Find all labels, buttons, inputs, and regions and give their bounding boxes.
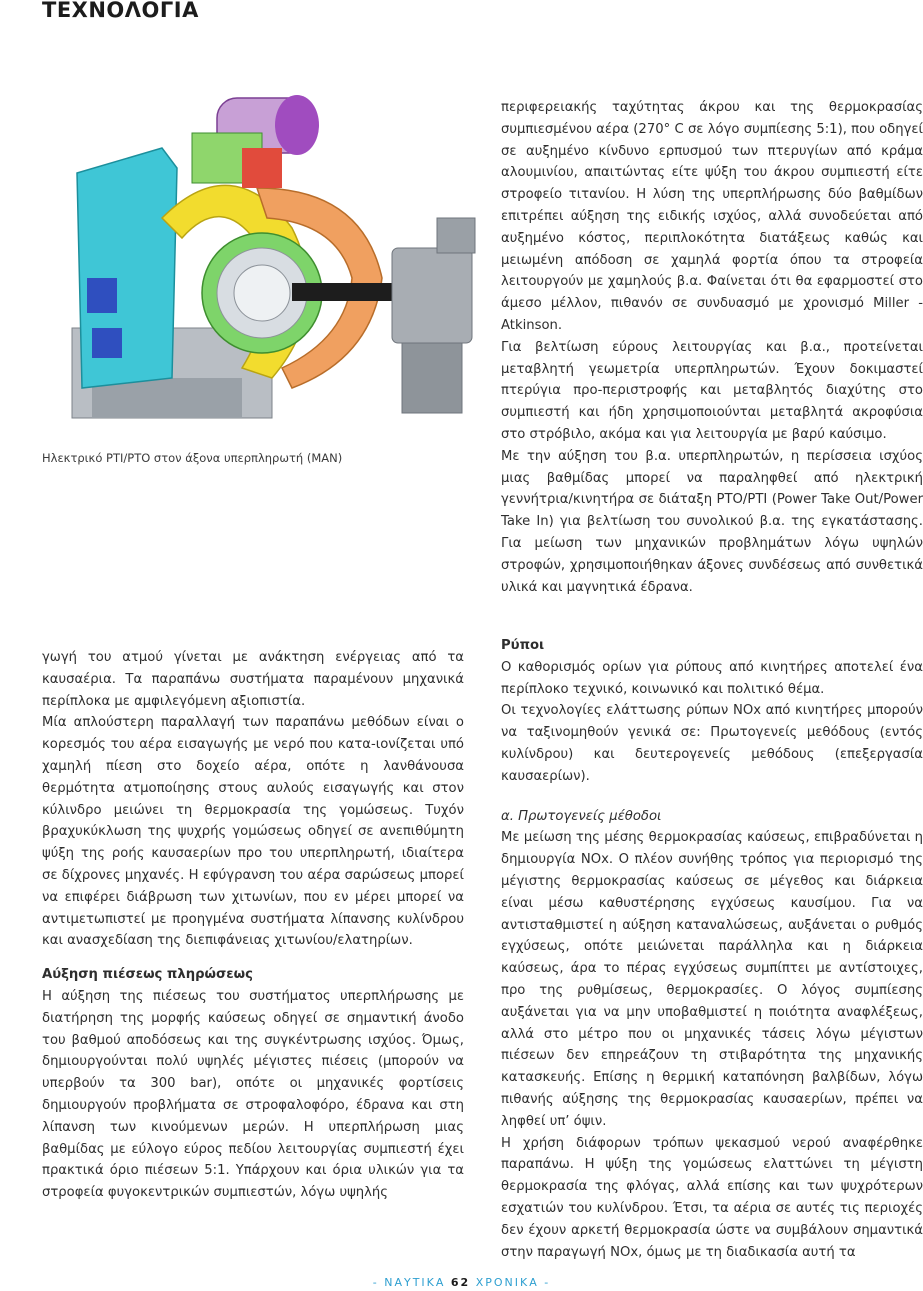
page-footer	[0, 1276, 923, 1289]
right-column-top	[501, 97, 923, 598]
paragraph: γωγή του ατμού γίνεται με ανάκτηση ενέργειας από τα καυσαέρια. Τα παραπάνω συστήματα παραμένουν μηχανικά περίπλοκα με αμφιλεγόμενη αξιοπιστία.	[42, 650, 464, 709]
subsection-heading: α. Πρωτογενείς μέθοδοι	[501, 808, 662, 824]
paragraph: περιφερειακής ταχύτητας άκρου και της θερμοκρασίας συμπιεσμένου αέρα (270° C σε λόγο συμπίεσης 5:1), που οδηγεί σε αυξημένο κίνδυνο ερπυσμού των πτερυγίων από κράμα αλουμινίου, απαιτώντας είτε ψύξη του άκρου συμπιεστή είτε στροφείο τιτανίου. Η λύση της υπερπλήρωσης δύο βαθμίδων επιτρέπει αύξηση της ειδικής ισχύος, αλλά συνοδεύεται από αυξημένο κόστος, περιπλοκότητα διατάξεως καθώς και μειωμένη απόδοση σε χαμηλά φορτία όπου τα στροφεία λειτουργούν με χαμηλούς β.α. Φαίνεται ότι θα εφαρμοστεί στο άμεσο μέλλον, πιθανόν σε συνδυασμό με χρονισμό Miller - Atkinson.	[501, 100, 923, 333]
footer-left: - ΝΑΥΤΙΚΑ	[372, 1276, 446, 1289]
paragraph: Ο καθορισμός ορίων για ρύπους από κινητήρες αποτελεί ένα περίπλοκο τεχνικό, κοινωνικό και πολιτικό θέμα.	[501, 659, 923, 697]
turbocharger-figure	[42, 78, 482, 433]
section-heading: Ρύποι	[501, 638, 545, 653]
electric-pti-pto-turbocharger-illustration	[42, 78, 482, 433]
paragraph: Οι τεχνολογίες ελάττωσης ρύπων NOx από κινητήρες μπορούν να ταξινομηθούν γενικά σε: Πρωτογενείς μεθόδους (εντός κυλίνδρου) και δευτερογενείς μεθόδους (επεξεργασία καυσαερίων).	[501, 703, 923, 784]
paragraph: Η χρήση διάφορων τρόπων ψεκασμού νερού αναφέρθηκε παραπάνω. Η ψύξη της γομώσεως ελαττώνει τη μέγιστη θερμοκρασία της φλόγας, αλλά επίσης και των ψυχρότερων εσχατιών του κυλίνδρου. Έτσι, τα αέρια σε αυτές τις περιοχές δεν έχουν αρκετή θερμοκρασία ώστε να συμβάλουν σημαντικά στην παραγωγή NOx, όμως με τη διαδικασία αυτή τα	[501, 1135, 923, 1260]
section-heading: Αύξηση πιέσεως πληρώσεως	[42, 967, 253, 983]
figure-caption: Ηλεκτρικό PTI/PTO στον άξονα υπερπληρωτή (MAN)	[42, 451, 343, 465]
paragraph: Μία απλούστερη παραλλαγή των παραπάνω μεθόδων είναι ο κορεσμός του αέρα εισαγωγής με νερό που κατα-ιονίζεται υπό χαμηλή πίεση στο δοχείο αέρα, οπότε η λανθάνουσα θερμότητα ατμοποίησης στους αυλούς εισαγωγής και στον κύλινδρο μειώνει τη θερμοκρασία της γομώσεως. Τυχόν βραχυκύκλωση της ψυχρής γομώσεως οδηγεί σε ανεπιθύμητη ψύξη της ροής καυσαερίων προ του υπερπληρωτή, ιδιαίτερα σε δίχρονες μηχανές. Η εφύγρανση του αέρα σαρώσεως μπορεί να επιφέρει διάβρωση των χιτωνίων, που εν μέρει μπορεί να αντιμετωπιστεί με προηγμένα συστήματα λίπανσης κυλίνδρου και ανασχεδίαση της διεπιφάνειας χιτωνίου/ελατηρίων.	[42, 715, 464, 949]
footer-right: ΧΡΟΝΙΚΑ -	[475, 1276, 551, 1289]
paragraph: Για βελτίωση εύρους λειτουργίας και β.α., προτείνεται μεταβλητή γεωμετρία υπερπληρωτών. Έχουν δοκιμαστεί πτερύγια προ-περιστροφής και μεταβλητός διαχύτης στο συμπιεστή και ήδη χρησιμοποιούνται μεταβλητά ακροφύσια στο στρόβιλο, ακόμα και για λειτουργία με βαρύ καύσιμο.	[501, 339, 923, 442]
left-column	[42, 647, 464, 1204]
right-column-bottom	[501, 623, 923, 1263]
page-number: 62	[450, 1276, 471, 1289]
paragraph: Με την αύξηση του β.α. υπερπληρωτών, η περίσσεια ισχύος μιας βαθμίδας μπορεί να παραληφθεί από ηλεκτρική γεννήτρια/κινητήρα σε διάταξη PTO/PTI (Power Take Out/Power Take In) για βελτίωση του συνολικού β.α. της εγκατάστασης. Για μείωση των μηχανικών προβλημάτων λόγω υψηλών στροφών, χρησιμοποιήθηκαν άξονες συνδέσεως από συνθετικά υλικά και μαγνητικά έδρανα.	[501, 448, 923, 595]
paragraph: Η αύξηση της πιέσεως του συστήματος υπερπλήρωσης με διατήρηση της μορφής καύσεως οδηγεί σε σημαντική άνοδο του βαθμού αποδόσεως και της συγκέντρωσης ισχύος. Όμως, δημιουργούνται πολύ υψηλές μέγιστες πιέσεις (μπορούν να υπερβούν τα 300 bar), οπότε οι μηχανικές φορτίσεις δημιουργούν προβλήματα σε στροφαλοφόρο, έδρανα και στη λίπανση των κινούμενων μερών. Η υπερπλήρωση μιας βαθμίδας με εύλογο εύρος πεδίου λειτουργίας συμπιεστή έχει πρακτικά όριο πιέσεων 5:1. Υπάρχουν και όρια υλικών για τα στροφεία φυγοκεντρικών συμπιεστών, λόγω υψηλής	[42, 988, 464, 1201]
paragraph: Με μείωση της μέσης θερμοκρασίας καύσεως, επιβραδύνεται η δημιουργία NOx. Ο πλέον συνήθης τρόπος για περιορισμό της μέγιστης θερμοκρασίας καύσεως σε μέγεθος και διάρκεια είναι μέσω καθυστέρησης εγχύσεως καυσίμου. Για να αντισταθμιστεί η αύξηση καταναλώσεως, αυξάνεται ο ρυθμός εγχύσεως, οπότε μειώνεται παράλληλα και η διάρκεια καύσεως, άρα το πέρας εγχύσεως συμπίπτει με αντίστοιχες, προ της ρυθμίσεως, θερμοκρασίες. Ο λόγος συμπίεσης αυξάνεται για να μην υποβαθμιστεί η ποιότητα αναφλέξεως, αλλά στο μέτρο που οι μηχανικές τάσεις λόγω μέγιστων πιέσεων δεν επηρεάζουν τη στιβαρότητα της μηχανικής κατασκευής. Επίσης η θερμική καταπόνηση βαλβίδων, λόγω πιθανής αύξησης της θερμοκρασίας καυσαερίων, πρέπει να ληφθεί υπ’ όψιν.	[501, 830, 923, 1129]
section-title: ΤΕΧΝΟΛΟΓΙΑ	[42, 0, 199, 22]
